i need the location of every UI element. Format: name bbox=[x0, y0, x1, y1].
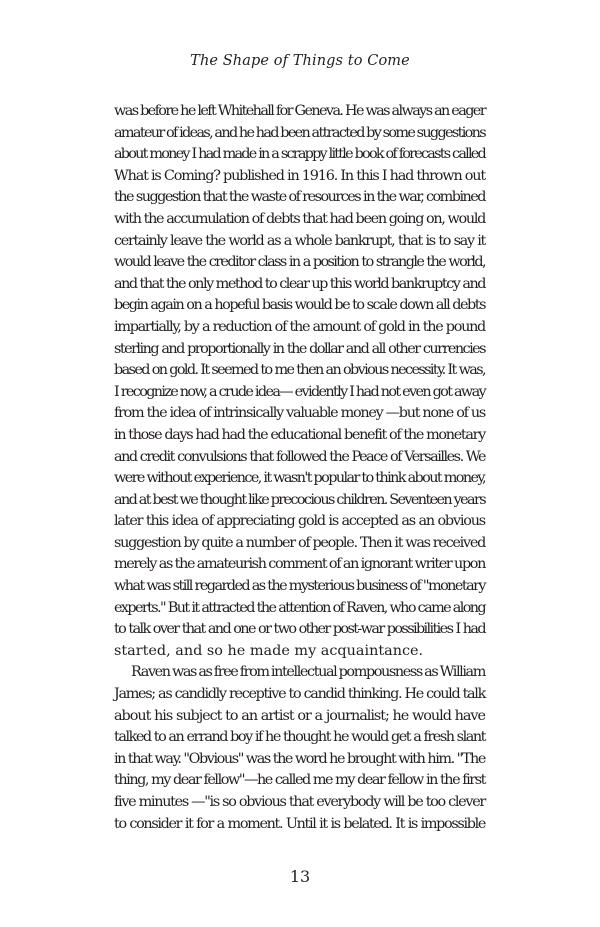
paragraph-2 bbox=[114, 662, 485, 835]
text-line: begin again on a hopeful basis would be to scale down all debts bbox=[114, 297, 485, 314]
running-title: The Shape of Things to Come bbox=[190, 53, 410, 69]
text-line: in those days had had the educational benefit of the monetary bbox=[114, 426, 485, 443]
text-line: were without experience, it wasn't popular to think about money, bbox=[114, 470, 485, 487]
text-line: James; as candidly receptive to candid thinking. He could talk bbox=[114, 686, 485, 703]
page-number: 13 bbox=[289, 867, 311, 886]
text-line: impartially, by a reduction of the amount of gold in the pound bbox=[114, 318, 485, 335]
paragraph-1 bbox=[114, 101, 485, 662]
text-line: and that the only method to clear up this world bankruptcy and bbox=[114, 275, 485, 292]
text-line: what was still regarded as the mysterious business of "monetary bbox=[114, 578, 485, 595]
text-line: suggestion by quite a number of people. Then it was received bbox=[114, 534, 485, 551]
text-line: sterling and proportionally in the dollar and all other currencies bbox=[114, 340, 485, 357]
text-line: What is Coming? published in 1916. In this I had thrown out bbox=[114, 167, 485, 184]
text-line: five minutes —"is so obvious that everybody will be too clever bbox=[114, 794, 485, 810]
text-line: with the accumulation of debts that had been going on, would bbox=[114, 210, 485, 227]
text-line: would leave the creditor class in a position to strangle the world, bbox=[114, 254, 485, 271]
text-line: in that way. "Obvious" was the word he brought with him. "The bbox=[114, 750, 485, 767]
text-line: I recognize now, a crude idea— evidently I had not even got away bbox=[114, 383, 485, 400]
text-line: certainly leave the world as a whole bankrupt, that is to say it bbox=[114, 232, 485, 249]
body-text bbox=[114, 101, 485, 835]
text-line: from the idea of intrinsically valuable money —but none of us bbox=[114, 405, 485, 422]
text-line: based on gold. It seemed to me then an obvious necessity. It was, bbox=[114, 362, 485, 379]
text-line: later this idea of appreciating gold is accepted as an obvious bbox=[114, 513, 485, 530]
text-line: about money I had made in a scrappy little book of forecasts called bbox=[114, 146, 485, 163]
text-line: and at best we thought like precocious children. Seventeen years bbox=[114, 491, 485, 508]
text-line: experts." But it attracted the attention of Raven, who came along bbox=[114, 599, 485, 616]
text-line: Raven was as free from intellectual pompousness as William bbox=[131, 664, 485, 681]
text-line: talked to an errand boy if he thought he would get a fresh slant bbox=[114, 729, 485, 746]
text-line: started, and so he made my acquaintance. bbox=[114, 642, 424, 659]
text-line: to talk over that and one or two other post-war possibilities I had bbox=[114, 621, 485, 638]
text-line: thing, my dear fellow"—he called me my dear fellow in the first bbox=[114, 772, 485, 789]
text-line: amateur of ideas, and he had been attracted by some suggestions bbox=[114, 124, 485, 141]
text-line: merely as the amateurish comment of an ignorant writer upon bbox=[114, 556, 485, 573]
text-line: to consider it for a moment. Until it is belated. It is impossible bbox=[114, 815, 485, 832]
text-line: was before he left Whitehall for Geneva. He was always an eager bbox=[114, 103, 485, 119]
text-line: about his subject to an artist or a journalist; he would have bbox=[114, 707, 485, 724]
text-line: and credit convulsions that followed the Peace of Versailles. We bbox=[114, 448, 485, 465]
text-line: the suggestion that the waste of resources in the war, combined bbox=[114, 189, 485, 206]
